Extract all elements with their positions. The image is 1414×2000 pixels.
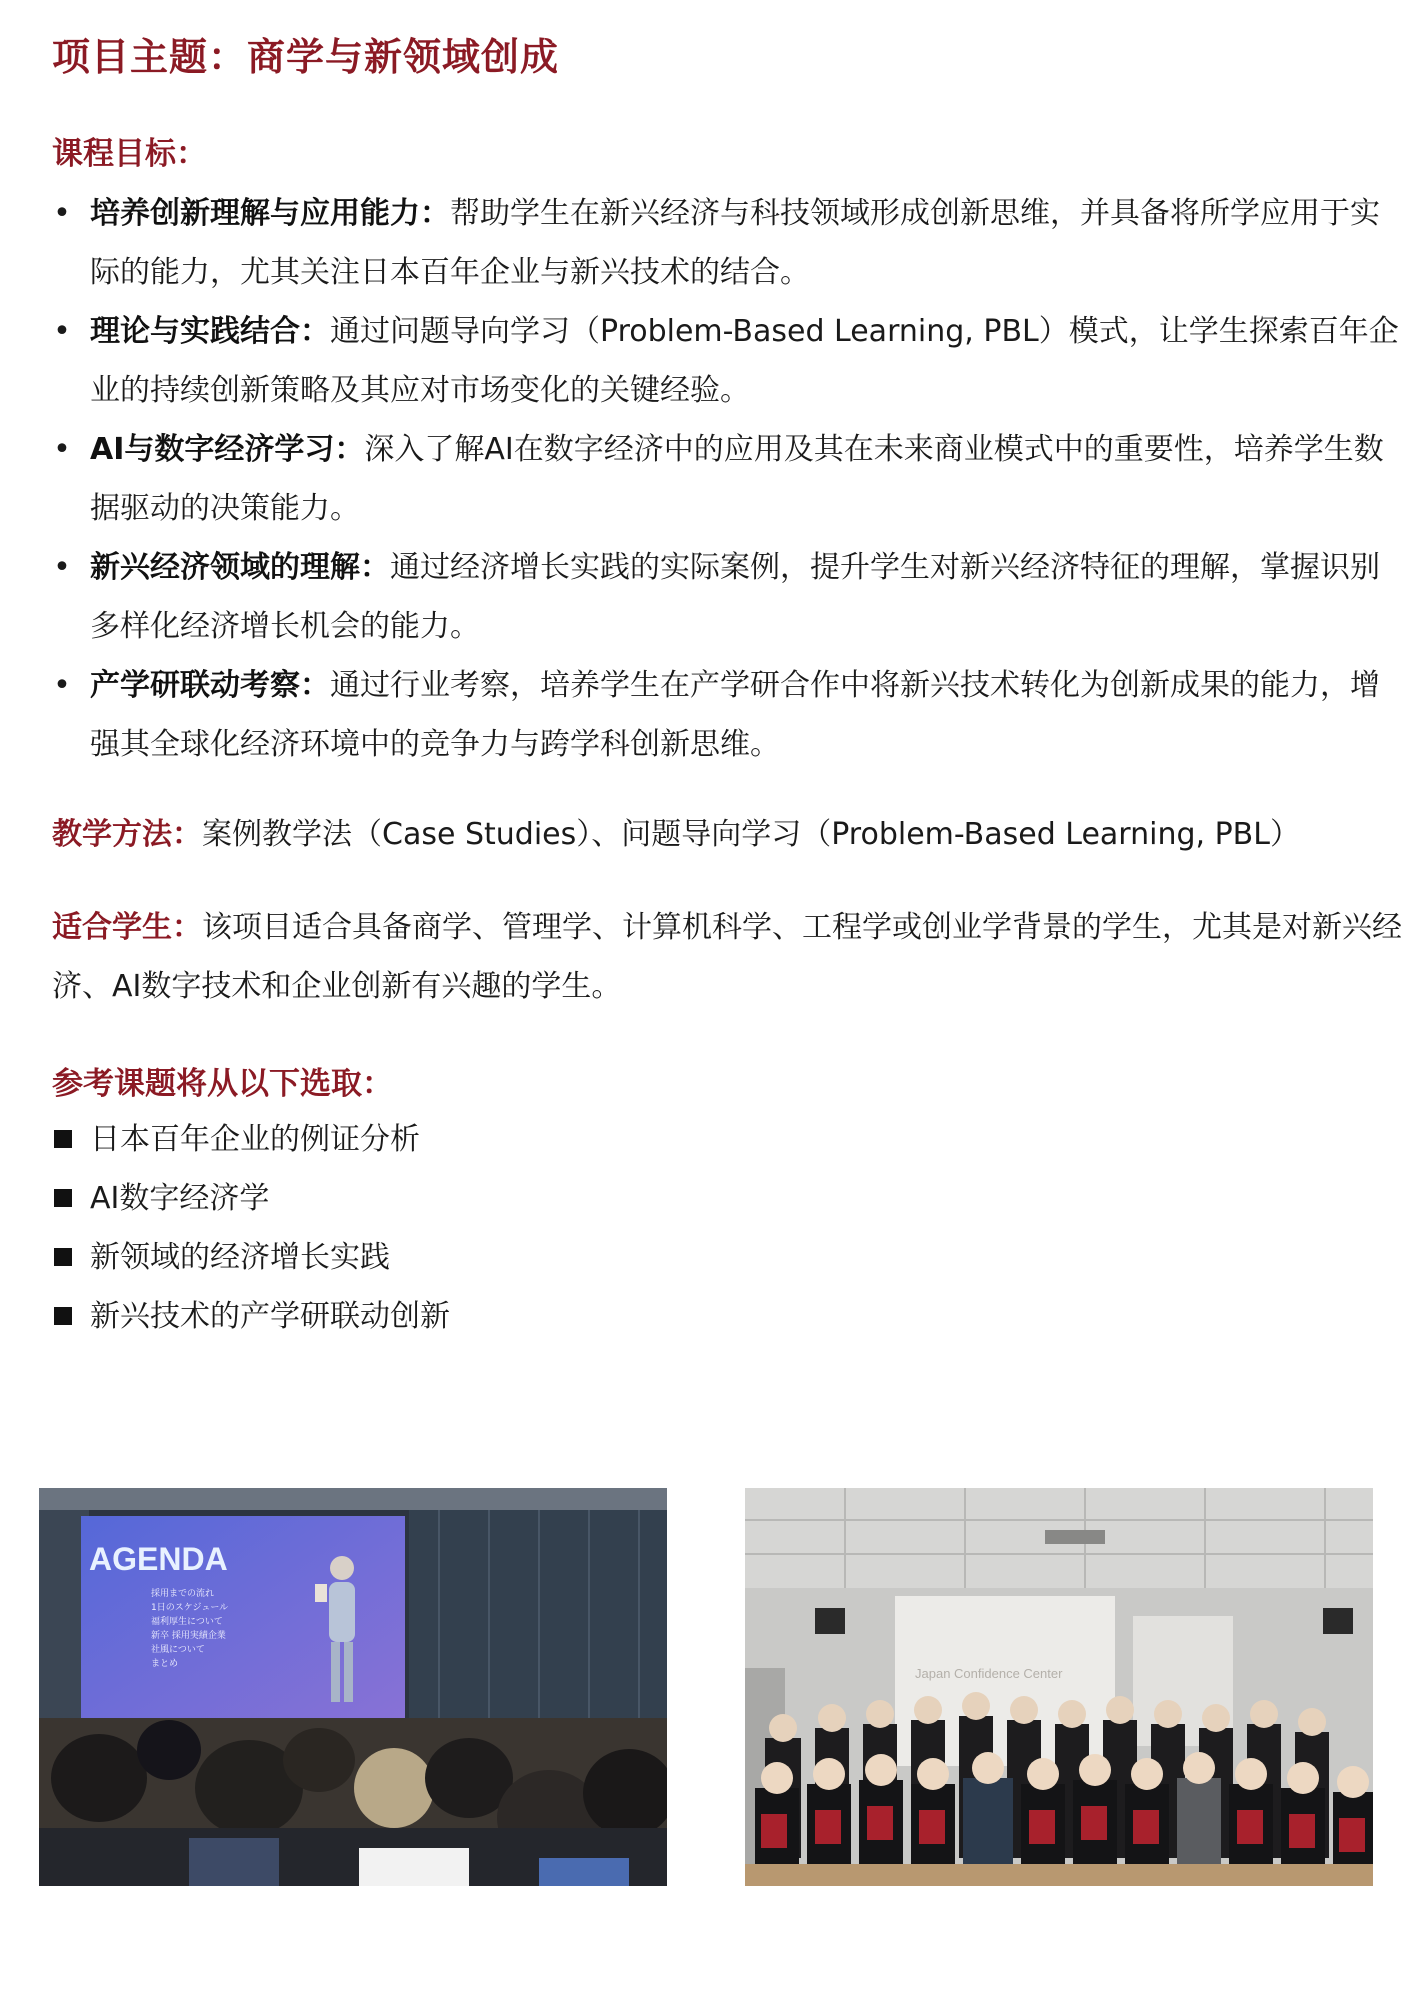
teaching-methods-text: 案例教学法（Case Studies）、问题导向学习（Problem-Based Learning, PBL） — [202, 817, 1300, 852]
objectives-list — [52, 184, 1402, 774]
bullet-dot-icon: • — [53, 432, 71, 467]
topic-item — [52, 1169, 450, 1228]
objective-term: AI与数字经济学习： — [90, 432, 365, 467]
topic-item — [52, 1110, 450, 1169]
topic-text: 新领域的经济增长实践 — [90, 1240, 390, 1275]
objective-term: 新兴经济领域的理解： — [90, 550, 390, 585]
square-bullet-icon — [54, 1130, 72, 1148]
objectives-heading: 课程目标： — [52, 136, 207, 172]
slide-line: まとめ — [151, 1659, 179, 1669]
slide-line: 福利厚生について — [151, 1617, 223, 1627]
teaching-methods-label: 教学方法： — [52, 817, 202, 852]
square-bullet-icon — [54, 1248, 72, 1266]
slide-line: 社風について — [151, 1645, 205, 1655]
page-title: 项目主题：商学与新领域创成 — [52, 35, 560, 79]
bullet-dot-icon: • — [53, 550, 71, 585]
group-photo — [745, 1488, 1373, 1886]
topic-item — [52, 1287, 450, 1346]
teaching-methods — [52, 805, 1402, 864]
objective-item — [52, 184, 1402, 302]
objective-term: 产学研联动考察： — [90, 668, 330, 703]
bullet-dot-icon: • — [53, 668, 71, 703]
target-students-text: 该项目适合具备商学、管理学、计算机科学、工程学或创业学背景的学生，尤其是对新兴经济、AI数字技术和企业创新有兴趣的学生。 — [52, 910, 1402, 1004]
topic-text: 日本百年企业的例证分析 — [90, 1122, 420, 1157]
objective-item — [52, 302, 1402, 420]
topic-text: AI数字经济学 — [90, 1181, 270, 1216]
slide-heading: AGENDA — [89, 1541, 228, 1577]
objective-text: 通过问题导向学习（Problem-Based Learning, PBL）模式，让学生探索百年企业的持续创新策略及其应对市场变化的关键经验。 — [90, 314, 1399, 408]
objective-text: 通过经济增长实践的实际案例，提升学生对新兴经济特征的理解，掌握识别多样化经济增长机会的能力。 — [90, 550, 1380, 644]
slide-line: 採用までの流れ — [151, 1589, 215, 1599]
screen-text: Japan Confidence Center — [915, 1666, 1063, 1681]
topics-list — [52, 1110, 450, 1346]
objective-item — [52, 656, 1402, 774]
objective-text: 帮助学生在新兴经济与科技领域形成创新思维，并具备将所学应用于实际的能力，尤其关注日本百年企业与新兴技术的结合。 — [90, 196, 1380, 290]
topics-heading: 参考课题将从以下选取： — [52, 1066, 393, 1102]
square-bullet-icon — [54, 1307, 72, 1325]
lecture-photo — [39, 1488, 667, 1886]
objective-item — [52, 538, 1402, 656]
topic-text: 新兴技术的产学研联动创新 — [90, 1299, 450, 1334]
objective-text: 通过行业考察，培养学生在产学研合作中将新兴技术转化为创新成果的能力，增强其全球化经济环境中的竞争力与跨学科创新思维。 — [90, 668, 1380, 762]
slide-line: 新卒 採用実績企業 — [151, 1631, 226, 1641]
bullet-dot-icon: • — [53, 196, 71, 231]
target-students-label: 适合学生： — [52, 910, 202, 945]
objective-item — [52, 420, 1402, 538]
target-students — [52, 898, 1402, 1016]
square-bullet-icon — [54, 1189, 72, 1207]
topic-item — [52, 1228, 450, 1287]
bullet-dot-icon: • — [53, 314, 71, 349]
objective-term: 理论与实践结合： — [90, 314, 330, 349]
objective-term: 培养创新理解与应用能力： — [90, 196, 450, 231]
objective-text: 深入了解AI在数字经济中的应用及其在未来商业模式中的重要性，培养学生数据驱动的决策能力。 — [90, 432, 1384, 526]
slide-line: 1日のスケジュール — [151, 1603, 229, 1613]
